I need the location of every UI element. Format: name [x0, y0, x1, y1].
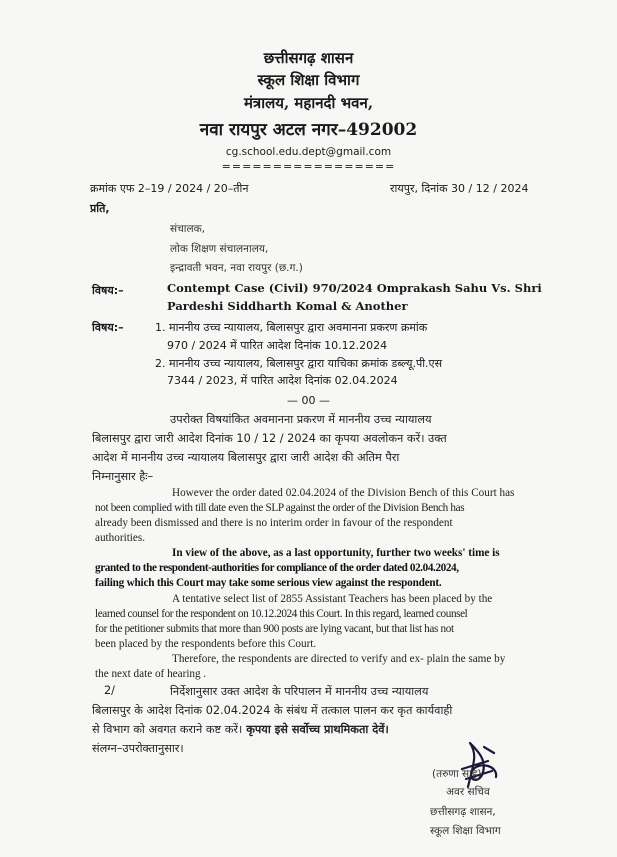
para2-line3 [92, 722, 389, 737]
quote-p3-l3: for the petitioner submits that more than 900 posts are lying vacant, but that list has not [95, 623, 454, 635]
para1-line2: बिलासपुर द्वारा जारी आदेश दिनांक 10 / 12 / 2024 का कृपया अवलोकन करें। उक्त [92, 432, 447, 445]
para2-line3-a: से विभाग को अवगत कराने कष्ट करें। [92, 723, 243, 736]
addressee-title: संचालक, [170, 223, 206, 235]
reference-2b: 7344 / 2023, में पारित आदेश दिनांक 02.04.2024 [167, 374, 398, 387]
subject-label: विषय:– [92, 284, 124, 297]
signatory-name: (तरुणा साहू) [432, 768, 482, 780]
quote-p2-l1: In view of the above, as a last opportunity, further two weeks' time is [172, 547, 500, 559]
quote-p1-l1: However the order dated 02.04.2024 of the Division Bench of this Court has [172, 487, 515, 499]
quote-p3-l1: A tentative select list of 2855 Assistant Teachers has been placed by the [172, 593, 493, 605]
signatory-org-2: स्कूल शिक्षा विभाग [430, 825, 501, 837]
quote-p1-l2: not been complied with till date even the SLP against the order of the Division Bench has [95, 502, 465, 514]
quote-p1-l3: already been dismissed and there is no interim order in favour of the respondent [95, 517, 453, 529]
reference-label: विषय:– [92, 321, 124, 334]
section-divider: — 00 — [287, 394, 330, 407]
subject-line-1: Contempt Case (Civil) 970/2024 Omprakash Sahu Vs. Shri [167, 281, 542, 295]
para1-line1: उपरोक्त विषयांकित अवमानना प्रकरण में माननीय उच्च न्यायालय [170, 413, 432, 426]
header-rule: ================= [221, 160, 396, 173]
addressee-address: इन्द्रावती भवन, नवा रायपुर (छ.ग.) [170, 262, 303, 274]
quote-p4-l1: Therefore, the respondents are directed to verify and ex- plain the same by [172, 653, 506, 665]
reference-1b: 970 / 2024 में पारित आदेश दिनांक 10.12.2024 [167, 339, 388, 352]
header-address: नवा रायपुर अटल नगर–492002 [199, 120, 418, 140]
para2-number: 2/ [104, 684, 115, 697]
reference-2a: 2. माननीय उच्च न्यायालय, बिलासपुर द्वारा याचिका क्रमांक डब्ल्यू.पी.एस [155, 357, 443, 370]
para1-line4: निम्नानुसार हैः– [92, 470, 154, 483]
header-department: स्कूल शिक्षा विभाग [257, 71, 360, 89]
letter-place-date: रायपुर, दिनांक 30 / 12 / 2024 [390, 182, 529, 195]
header-govt: छत्तीसगढ़ शासन [263, 49, 354, 67]
enclosure-note: संलग्न–उपरोक्तानुसार। [92, 742, 184, 755]
header-email: cg.school.edu.dept@gmail.com [225, 146, 392, 158]
quote-p3-l4: been placed by the respondents before this Court. [95, 638, 317, 650]
para2-line1: निर्देशानुसार उक्त आदेश के परिपालन में माननीय उच्च न्यायालय [170, 685, 429, 698]
para1-line3: आदेश में माननीय उच्च न्यायालय बिलासपुर द्वारा जारी आदेश की अतिम पैरा [92, 451, 400, 464]
reference-1a: 1. माननीय उच्च न्यायालय, बिलासपुर द्वारा अवमानना प्रकरण क्रमांक [155, 321, 428, 334]
para2-line2: बिलासपुर के आदेश दिनांक 02.04.2024 के संबंध में तत्काल पालन कर कृत कार्यवाही [92, 704, 453, 717]
quote-p2-l2: granted to the respondent-authorities for compliance of the order dated 02.04.2024, [95, 562, 459, 574]
to-label: प्रति, [90, 202, 110, 215]
addressee-office: लोक शिक्षण संचालनालय, [170, 243, 269, 255]
quote-p1-l4: authorities. [95, 532, 146, 544]
quote-p2-l3: failing which this Court may take some serious view against the respondent. [95, 577, 442, 589]
quote-p3-l2: learned counsel for the respondent on 10.12.2024 this Court. In this regard, learned counsel [95, 608, 468, 620]
subject-line-2: Pardeshi Siddharth Komal & Another [167, 299, 408, 313]
signatory-designation: अवर सचिव [446, 786, 490, 798]
signatory-org-1: छत्तीसगढ़ शासन, [430, 806, 496, 818]
letter-number: क्रमांक एफ 2–19 / 2024 / 20–तीन [90, 182, 249, 195]
priority-note: कृपया इसे सर्वोच्च प्राथमिकता देवें। [242, 723, 389, 736]
quote-p4-l2: the next date of hearing . [95, 668, 207, 680]
header-office: मंत्रालय, महानदी भवन, [243, 94, 374, 112]
